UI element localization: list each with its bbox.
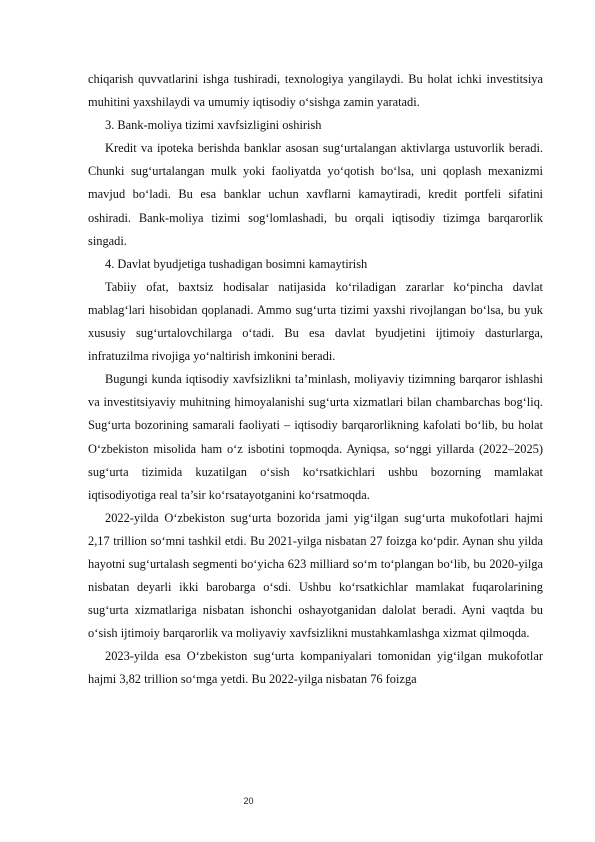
paragraph-economic-security: Bugungi kunda iqtisodiy xavfsizlikni ta’minlash, moliyaviy tizimning barqaror ishlashi va investitsiyaviy muhitning himoyalanishi sug‘urta xizmatlari bilan chambarchas bog‘liq. Sug‘urta bozorining samarali faoliyati – iqtisodiy barqarorlikning kafolati bo‘lib, bu holat O‘zbekiston misolida ham o‘z isbotini topmoqda. Ayniqsa, so‘nggi yillarda (2022–2025) sug‘urta tizimida kuzatilgan o‘sish ko‘rsatkichlari ushbu bozorning mamlakat iqtisodiyotiga real ta’sir ko‘rsatayotganini ko‘rsatmoqda. (88, 372, 543, 502)
paragraph-natural-disasters: Tabiiy ofat, baxtsiz hodisalar natijasida ko‘riladigan zararlar ko‘pincha davlat mablag‘lari hisobidan qoplanadi. Ammo sug‘urta tizimi yaxshi rivojlangan bo‘lsa, bu yuk xususiy sug‘urtalovchilarga o‘tadi. Bu esa davlat byudjetini ijtimoiy dasturlarga, infratuzilma rivojiga yo‘naltirish imkonini beradi. (88, 279, 543, 364)
paragraph-2022-market: 2022-yilda O‘zbekiston sug‘urta bozorida jami yig‘ilgan sug‘urta mukofotlari hajmi 2,17 trillion so‘mni tashkil etdi. Bu 2021-yilga nisbatan 27 foizga ko‘pdir. Aynan shu yilda hayotni sug‘urtalash segmenti bo‘yicha 623 milliard so‘m to‘plangan bo‘lib, bu 2020-yilga nisbatan deyarli ikki barobarga o‘sdi. Ushbu ko‘rsatkichlar mamlakat fuqarolarining sug‘urta xizmatlariga nisbatan ishonchi oshayotganidan dalolat beradi. Ayni vaqtda bu o‘sish ijtimoiy barqarorlik va moliyaviy xavfsizlikni mustahkamlashga xizmat qilmoqda. (88, 510, 543, 641)
document-page (88, 68, 543, 692)
paragraph-bank-credit: Kredit va ipoteka berishda banklar asosan sug‘urtalangan aktivlarga ustuvorlik beradi. Chunki sug‘urtalangan mulk yoki faoliyatda yo‘qotish bo‘lsa, uni qoplash mexanizmi mavjud bo‘ladi. Bu esa banklar uchun xavflarni kamaytiradi, kredit portfeli sifatini oshiradi. Bank-moliya tizimi sog‘lomlashadi, bu orqali iqtisodiy tizimga barqarorlik singadi. (88, 141, 543, 248)
paragraph-2023-market: 2023-yilda esa O‘zbekiston sug‘urta kompaniyalari tomonidan yig‘ilgan mukofotlar hajmi 3,82 trillion so‘mga yetdi. Bu 2022-yilga nisbatan 76 foizga (88, 649, 543, 687)
paragraph-continuation: chiqarish quvvatlarini ishga tushiradi, texnologiya yangilaydi. Bu holat ichki investitsiya muhitini yaxshilaydi va umumiy iqtisodiy o‘sishga zamin yaratadi. (88, 72, 543, 110)
page-number: 20 (243, 796, 254, 806)
section-heading-bank-security: 3. Bank-moliya tizimi xavfsizligini oshirish (105, 118, 322, 133)
section-heading-budget-pressure: 4. Davlat byudjetiga tushadigan bosimni kamaytirish (105, 256, 368, 271)
